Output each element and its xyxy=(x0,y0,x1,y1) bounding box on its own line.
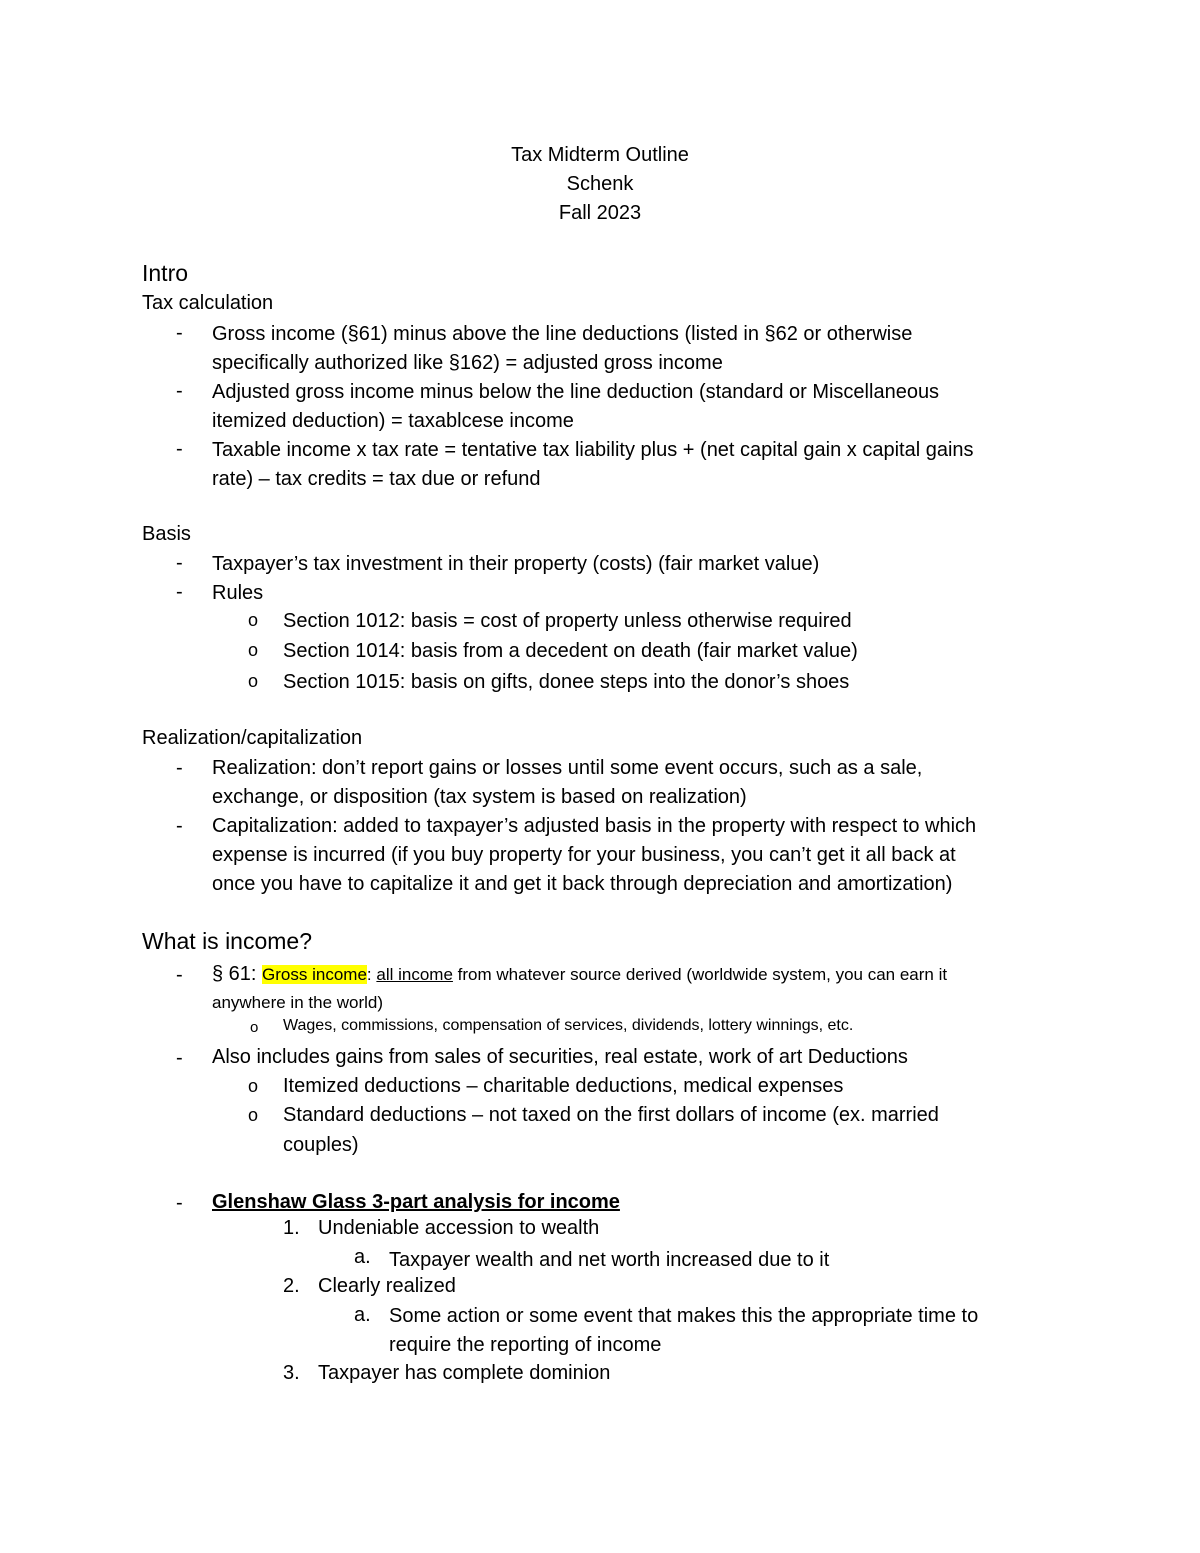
bullet-marker: - xyxy=(176,1047,183,1069)
bullet-marker: - xyxy=(176,380,183,402)
list-item: Taxpayer’s tax investment in their property (costs) (fair market value) xyxy=(212,553,820,575)
list-item: Section 1015: basis on gifts, donee steps into the donor’s shoes xyxy=(283,671,850,693)
list-item: Adjusted gross income minus below the line deduction (standard or Miscellaneous itemized deduction) = taxablcese income xyxy=(212,381,940,432)
glenshaw-glass-heading: Glenshaw Glass 3-part analysis for income xyxy=(212,1191,620,1213)
section-heading-intro: Intro xyxy=(142,260,189,286)
sub-bullet-marker: o xyxy=(250,1019,259,1036)
bullet-marker: - xyxy=(176,581,183,603)
list-item: Capitalization: added to taxpayer’s adjusted basis in the property with respect to which expense is incurred (if you buy property for your business, you can’t get it all back at once you have to capitalize it and get it back through depreciation and amortization) xyxy=(212,815,977,895)
bullet-marker: - xyxy=(176,815,183,837)
lettered-label: a. xyxy=(354,1246,371,1268)
list-item: Wages, commissions, compensation of services, dividends, lottery winnings, etc. xyxy=(283,1017,854,1034)
bullet-marker: - xyxy=(176,757,183,779)
document-title: Tax Midterm Outline xyxy=(511,144,689,166)
list-item: Standard deductions – not taxed on the first dollars of income (ex. married couples) xyxy=(283,1104,939,1156)
section-heading-realization: Realization/capitalization xyxy=(142,727,363,749)
numbered-label: 3. xyxy=(283,1362,300,1384)
numbered-label: 1. xyxy=(283,1217,300,1239)
numbered-label: 2. xyxy=(283,1275,300,1297)
sub-bullet-marker: o xyxy=(248,610,259,630)
bullet-marker: - xyxy=(176,1192,183,1214)
document-author: Schenk xyxy=(566,173,634,195)
sub-bullet-marker: o xyxy=(248,1105,259,1125)
sub-bullet-marker: o xyxy=(248,671,259,691)
list-item: Undeniable accession to wealth xyxy=(318,1217,600,1239)
list-item: Taxpayer has complete dominion xyxy=(318,1362,611,1384)
bullet-marker: - xyxy=(176,438,183,460)
section-heading-basis: Basis xyxy=(142,523,191,545)
document-term: Fall 2023 xyxy=(558,202,642,224)
subheading-tax-calculation: Tax calculation xyxy=(142,292,274,314)
sub-bullet-marker: o xyxy=(248,640,259,660)
list-item: Section 1012: basis = cost of property unless otherwise required xyxy=(283,610,852,632)
list-item: Clearly realized xyxy=(318,1275,456,1297)
list-item: § 61: Gross income: all income from whatever source derived (worldwide system, you can earn it anywhere in the world) xyxy=(212,963,948,1012)
list-item: Rules xyxy=(212,582,264,604)
list-item: Realization: don’t report gains or losses until some event occurs, such as a sale, exchange, or disposition (tax system is based on realization) xyxy=(212,757,923,808)
list-item: Some action or some event that makes this the appropriate time to require the reporting of income xyxy=(389,1305,979,1356)
list-item: Itemized deductions – charitable deductions, medical expenses xyxy=(283,1075,844,1097)
lettered-label: a. xyxy=(354,1304,371,1326)
list-item: Gross income (§61) minus above the line deductions (listed in §62 or otherwise specifically authorized like §162) = adjusted gross income xyxy=(212,323,913,374)
bullet-marker: - xyxy=(176,552,183,574)
sub-bullet-marker: o xyxy=(248,1076,259,1096)
bullet-marker: - xyxy=(176,964,183,986)
section-heading-income: What is income? xyxy=(142,928,313,954)
bullet-marker: - xyxy=(176,322,183,344)
list-item: Also includes gains from sales of securities, real estate, work of art Deductions xyxy=(212,1046,908,1068)
list-item: Taxable income x tax rate = tentative tax liability plus + (net capital gain x capital gains rate) – tax credits = tax due or refund xyxy=(212,439,974,490)
list-item: Taxpayer wealth and net worth increased due to it xyxy=(389,1249,830,1271)
list-item: Section 1014: basis from a decedent on death (fair market value) xyxy=(283,640,858,662)
gross-income-highlight: Gross income xyxy=(262,965,367,984)
